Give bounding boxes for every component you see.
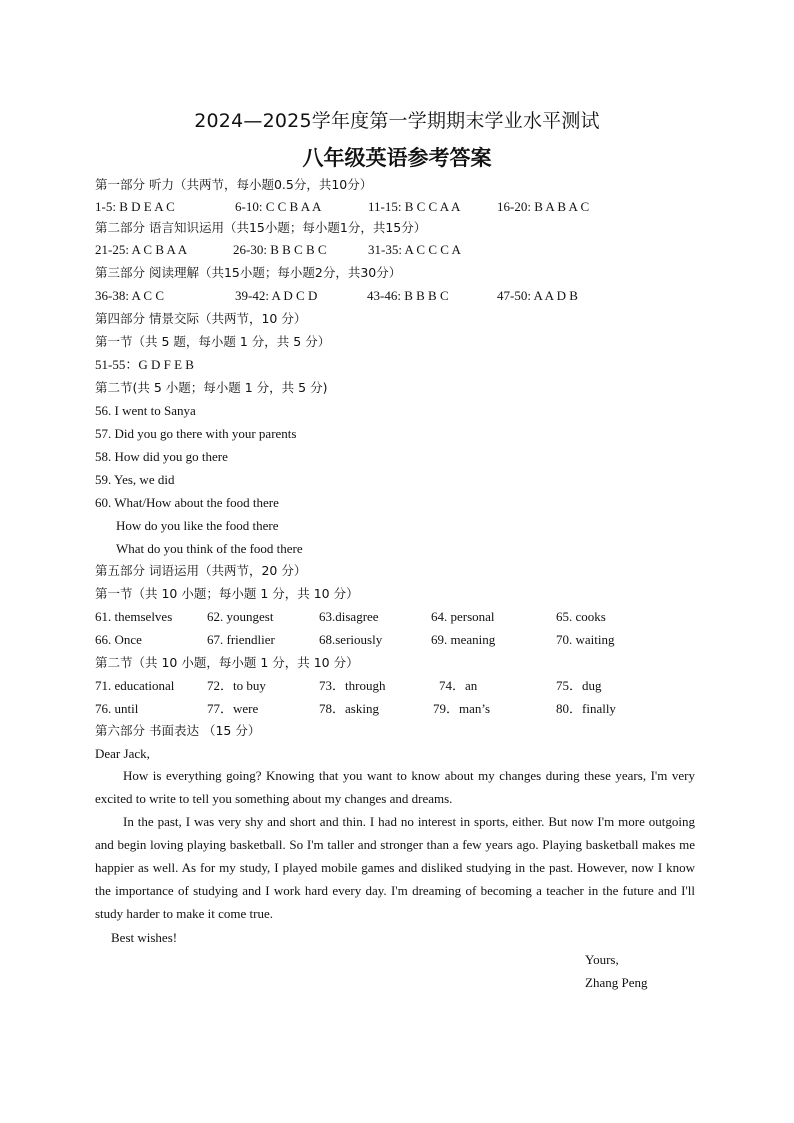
word-answer: 73．through (319, 678, 386, 693)
word-answer: 69. meaning (431, 632, 496, 647)
word-answer: 78．asking (319, 701, 379, 716)
part2-heading: 第二部分 语言知识运用（共15小题；每小题1分，共15分） (95, 220, 427, 235)
word-answer: 71. educational (95, 678, 175, 693)
word-answer: 66. Once (95, 632, 142, 647)
part1-answer: 6-10: C C B A A (235, 199, 322, 214)
letter-greeting: Dear Jack, (95, 746, 150, 761)
word-answer: 80．finally (556, 701, 616, 716)
word-answer: 70. waiting (556, 632, 615, 647)
word-answer: 62. youngest (207, 609, 274, 624)
part1-answer: 1-5: B D E A C (95, 199, 175, 214)
part1-answer: 16-20: B A B A C (497, 199, 590, 214)
exam-title: 2024—2025学年度第一学期期末学业水平测试 (194, 110, 600, 132)
word-answer: 74．an (439, 678, 478, 693)
letter-paragraph: In the past, I was very shy and short and thin. I had no interest in sports, either. But now I'm more outgoing and begin loving playing basketball. So I'm taller and stronger than a few years ago. Playing basketball makes me happier as well. As for my study, I played mobile games and disliked studying in the past. However, now I know the importance of studying and I work hard every day. I'm dreaming of becoming a teacher in the future and I'll study harder to make it come true. (95, 814, 695, 921)
word-answer: 72．to buy (207, 678, 266, 693)
word-answer: 77．were (207, 701, 259, 716)
answer-key-subtitle: 八年级英语参考答案 (302, 145, 492, 170)
part5-section1-heading: 第一节（共 10 小题；每小题 1 分，共 10 分） (95, 586, 359, 601)
part4-section1-answer: 51-55：G D F E B (95, 357, 194, 372)
dialogue-answer-alt: How do you like the food there (116, 518, 279, 533)
part2-answer: 21-25: A C B A A (95, 242, 188, 257)
dialogue-answer: 57. Did you go there with your parents (95, 426, 297, 441)
word-answer: 61. themselves (95, 609, 173, 624)
word-answer: 79．man’s (433, 701, 491, 716)
word-answer: 67. friendlier (207, 632, 275, 647)
part2-answer: 31-35: A C C C A (368, 242, 461, 257)
part5-heading: 第五部分 词语运用（共两节，20 分） (95, 563, 307, 578)
part3-answer: 47-50: A A D B (497, 288, 578, 303)
part5-section2-heading: 第二节（共 10 小题，每小题 1 分，共 10 分） (95, 655, 359, 670)
dialogue-answer: 56. I went to Sanya (95, 403, 196, 418)
letter-paragraph: How is everything going? Knowing that you want to know about my changes during these years, I'm very excited to write to tell you something about my changes and dreams. (95, 768, 695, 806)
part4-section1-heading: 第一节（共 5 题，每小题 1 分，共 5 分） (95, 334, 331, 349)
part3-answer: 43-46: B B B C (367, 288, 449, 303)
word-answer: 65. cooks (556, 609, 606, 624)
word-answer: 75．dug (556, 678, 602, 693)
dialogue-answer: 58. How did you go there (95, 449, 228, 464)
part4-section2-heading: 第二节(共 5 小题；每小题 1 分，共 5 分) (95, 380, 328, 395)
word-answer: 68.seriously (319, 632, 383, 647)
dialogue-answer-alt: What do you think of the food there (116, 541, 303, 556)
part4-heading: 第四部分 情景交际（共两节，10 分） (95, 311, 307, 326)
part2-answer: 26-30: B B C B C (233, 242, 327, 257)
part1-answer: 11-15: B C C A A (368, 199, 461, 214)
letter-sign-off: Yours, (585, 952, 619, 967)
letter-signature: Zhang Peng (585, 975, 648, 990)
part3-heading: 第三部分 阅读理解（共15小题；每小题2分，共30分） (95, 265, 402, 280)
part1-heading: 第一部分 听力（共两节，每小题0.5分，共10分） (95, 177, 373, 192)
dialogue-answer: 60. What/How about the food there (95, 495, 279, 510)
word-answer: 63.disagree (319, 609, 379, 624)
word-answer: 64. personal (431, 609, 495, 624)
dialogue-answer: 59. Yes, we did (95, 472, 175, 487)
part3-answer: 36-38: A C C (95, 288, 164, 303)
letter-closing: Best wishes! (111, 930, 178, 945)
part3-answer: 39-42: A D C D (235, 288, 318, 303)
part6-heading: 第六部分 书面表达 （15 分） (95, 723, 261, 738)
word-answer: 76. until (95, 701, 139, 716)
